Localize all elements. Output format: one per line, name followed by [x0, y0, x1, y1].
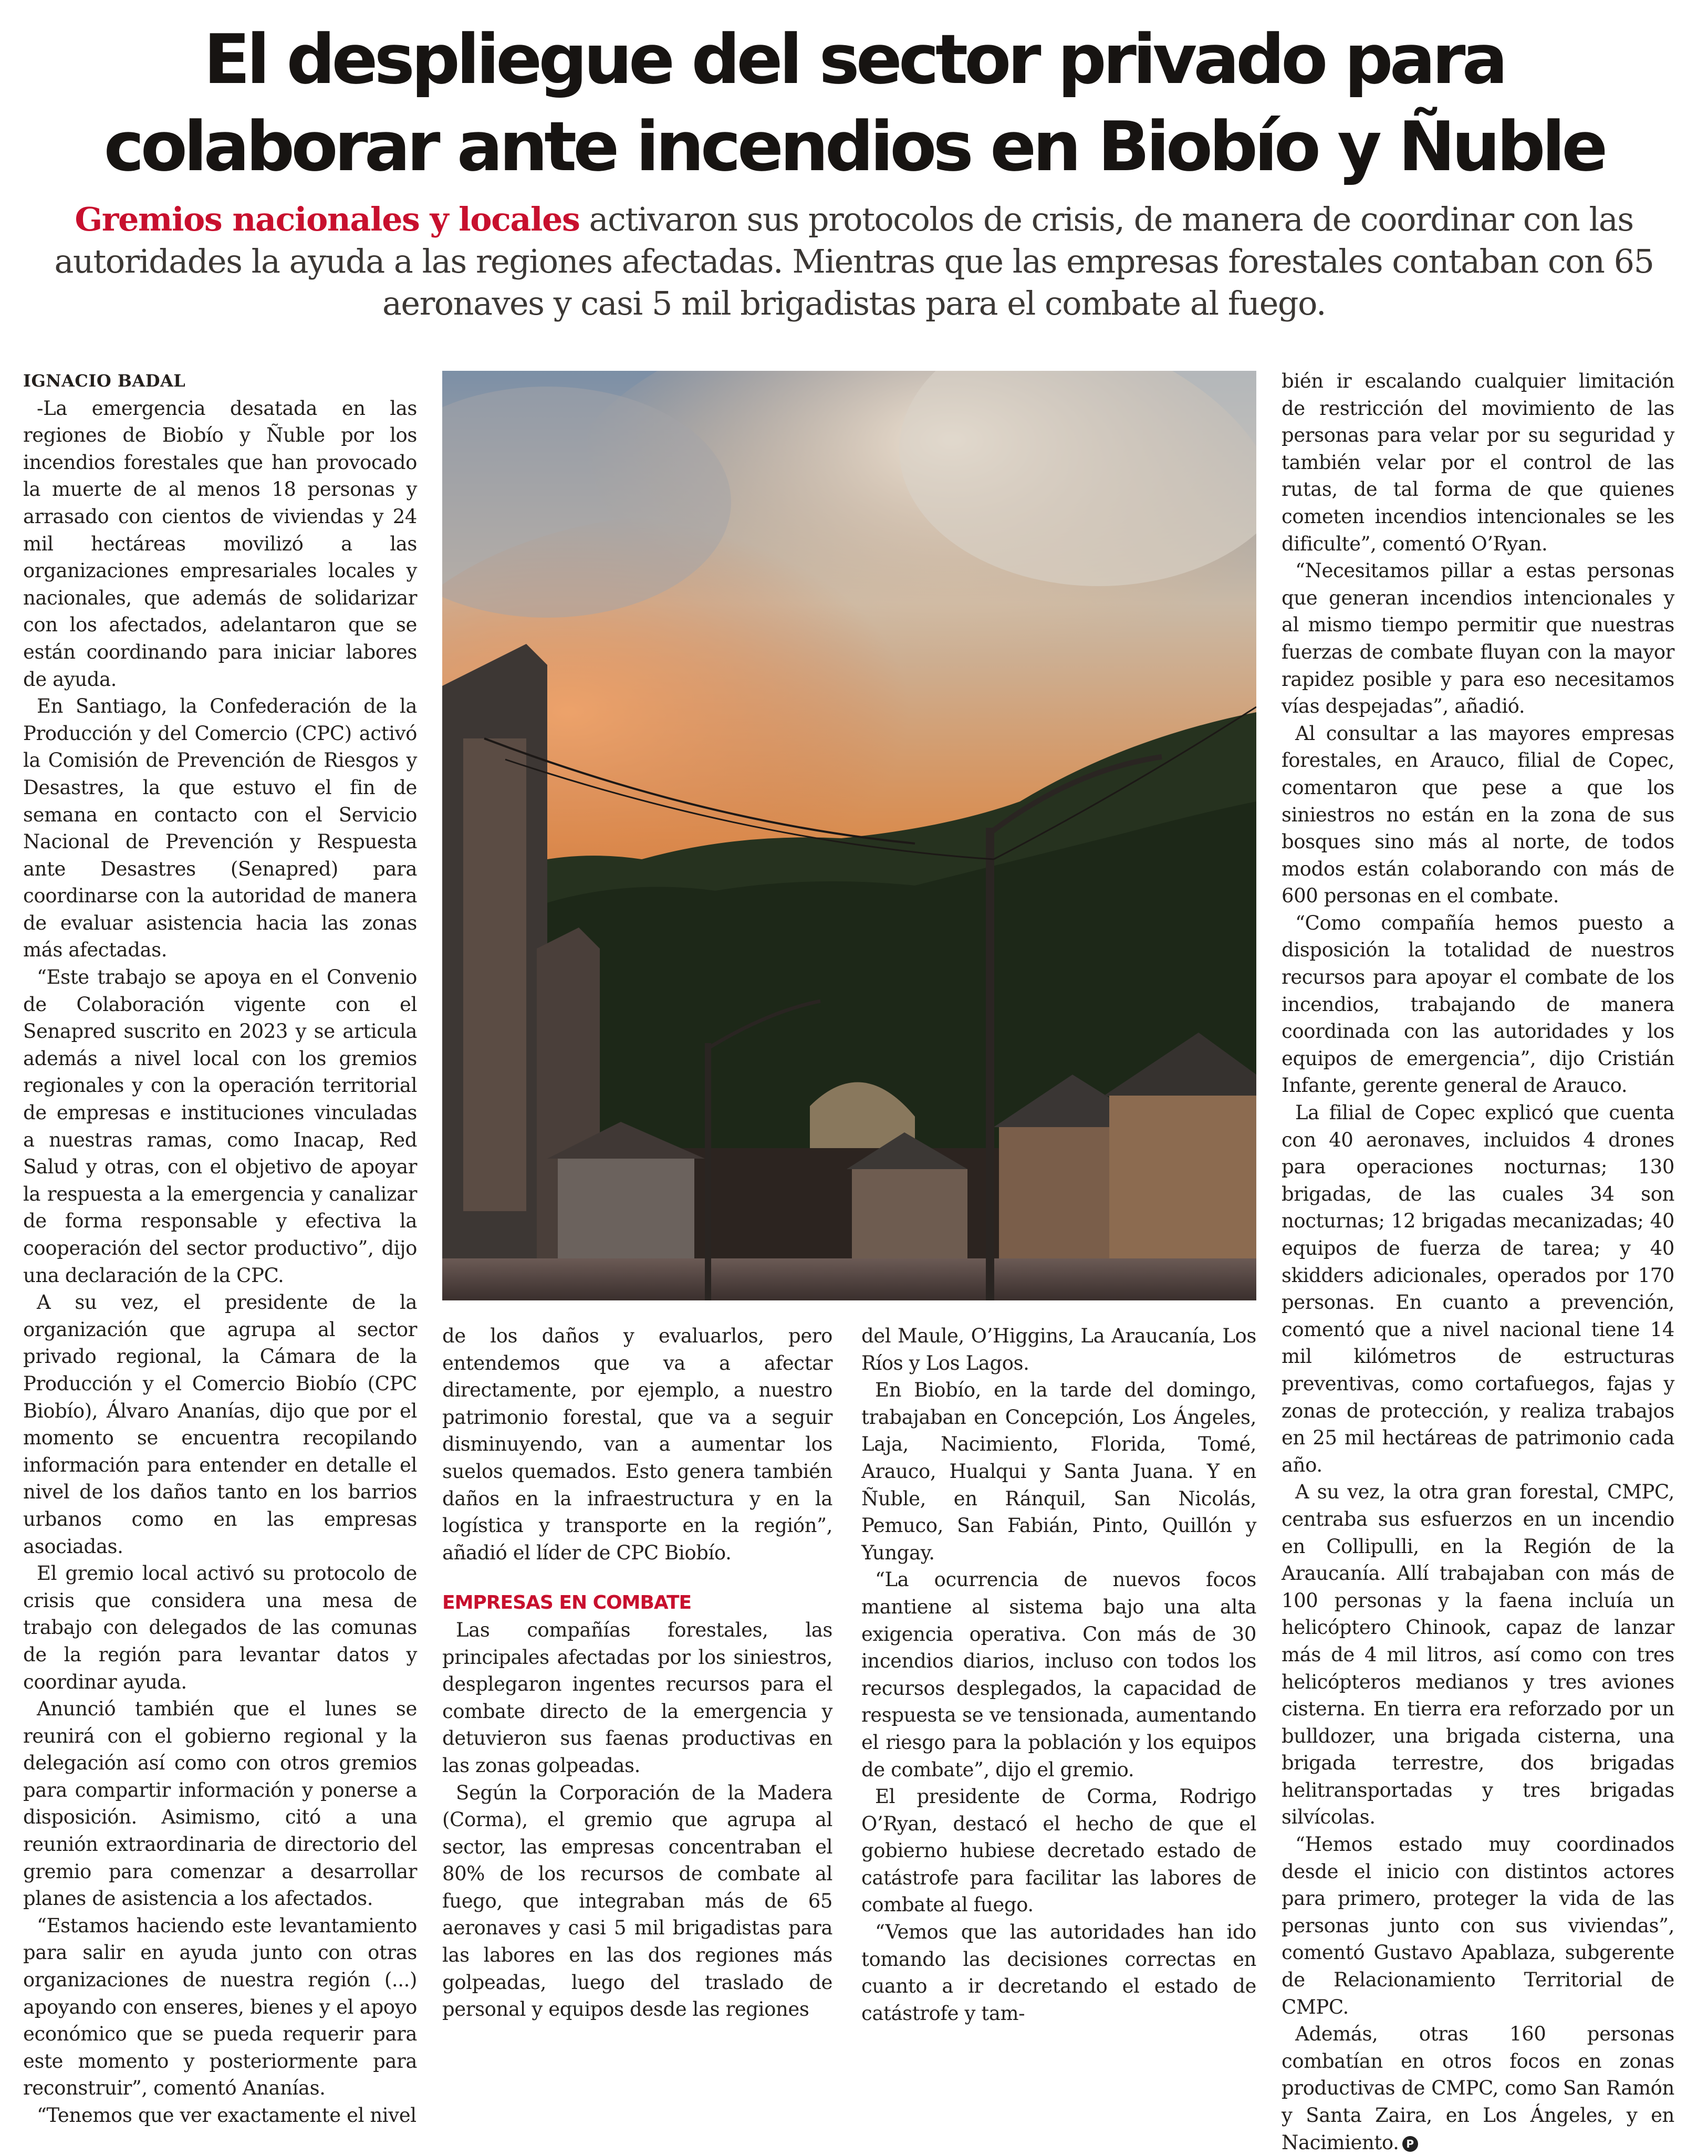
paragraph: “Hemos estado muy coordinados desde el inicio con distintos actores para primero, proteger la vida de las personas junto con sus viviendas”, comentó Gustavo Apablaza, subgerente de Relacionamiento Territorial de CMPC.	[1282, 1833, 1674, 2018]
paragraph: La filial de Copec explicó que cuenta con 40 aeronaves, incluidos 4 drones para operaciones nocturnas; 130 brigadas, de las cuales 34 son nocturnas; 12 brigadas mecanizadas; 40 equipos de fuerza de tarea; y 40 skidders adicionales, operados por 170 personas. En cuanto a prevención, comentó que a nivel nacional tiene 14 mil kilómetros de estructuras preventivas, como cortafuegos, fajas y zonas de protección, y realiza trabajos en 25 mil hectáreas de patrimonio cada año.	[1282, 1101, 1674, 1476]
paragraph: “Tenemos que ver exactamente el nivel	[37, 2104, 416, 2127]
end-mark-icon: P	[1402, 2136, 1418, 2152]
section-subhead: EMPRESAS EN COMBATE	[442, 1592, 692, 1614]
column-1	[23, 368, 417, 2129]
paragraph: Según la Corporación de la Madera (Corma), el gremio que agrupa al sector, las empresas concentraban el 80% de los recursos de combate al fuego, que integraban más de 65 aeronaves y casi 5 mil brigadistas para las labores en las dos regiones más golpeadas, luego del traslado de personal y equipos desde las regiones	[442, 1781, 832, 2021]
paragraph: El presidente de Corma, Rodrigo O’Ryan, destacó el hecho de que el gobierno hubiese decretado estado de catástrofe para facilitar las labores de combate al fuego.	[861, 1785, 1256, 1917]
paragraph: Las compañías forestales, las principales afectadas por los siniestros, desplegaron ingentes recursos para el combate directo de la emergencia y detuvieron sus faenas productivas en las zonas golpeadas.	[442, 1618, 832, 1777]
paragraph: A su vez, el presidente de la organización que agrupa al sector privado regional, la Cámara de la Producción y el Comercio Biobío (CPC Biobío), Álvaro Ananías, dijo que por el momento se encuentra recopilando información para entender en detalle el nivel de los daños tanto en los barrios urbanos como en las empresas asociadas.	[23, 1291, 417, 1558]
paragraph: -La emergencia desatada en las regiones de Biobío y Ñuble por los incendios forestales que han provocado la muerte de al menos 18 personas y arrasado con cientos de viviendas y 24 mil hectáreas movilizó a las organizaciones empresariales locales y nacionales, que además de solidarizar con los afectados, adelantaron que se están coordinando para iniciar labores de ayuda.	[23, 397, 417, 691]
paragraph: bién ir escalando cualquier limitación de restricción del movimiento de las personas para velar por su seguridad y también velar por el control de las rutas, de tal forma de que quienes cometen incendios intencionales se les dificulte”, comentó O’Ryan.	[1282, 370, 1674, 555]
paragraph: El gremio local activó su protocolo de crisis que considera una mesa de trabajo con delegados de las comunas de la región para levantar datos y coordinar ayuda.	[23, 1562, 417, 1693]
paragraph: En Biobío, en la tarde del domingo, trabajaban en Concepción, Los Ángeles, Laja, Nacimiento, Florida, Tomé, Arauco, Hualqui y Santa Juana. Y en Ñuble, en Ránquil, San Nicolás, Pemuco, San Fabián, Pinto, Quillón y Yungay.	[861, 1379, 1256, 1564]
paragraph: “Necesitamos pillar a estas personas que generan incendios intencionales y al mismo tiempo permitir que nuestras fuerzas de combate fluyan con la mayor rapidez posible y para eso necesitamos vías despejadas”, añadió.	[1282, 559, 1674, 718]
final-paragraph-text: Además, otras 160 personas combatían en otros focos en zonas productivas de CMPC, como San Ramón y Santa Zaira, en Los Ángeles, y en Nacimiento.	[1282, 2023, 1674, 2154]
paragraph: de los daños y evaluarlos, pero entendemos que va a afectar directamente, por ejemplo, a nuestro patrimonio forestal, que va a seguir disminuyendo, van a aumentar los suelos quemados. Esto genera también daños en la infraestructura y en la logística y transporte en la región”, añadió el líder de CPC Biobío.	[442, 1325, 832, 1564]
paragraph: del Maule, O’Higgins, La Araucanía, Los Ríos y Los Lagos.	[861, 1325, 1256, 1374]
paragraph: “Este trabajo se apoya en el Convenio de Colaboración vigente con el Senapred suscrito en 2023 y se articula además a nivel local con los gremios regionales y con la operación territorial de empresas e instituciones vinculadas a nuestras ramas, como Inacap, Red Salud y otras, con el objetivo de apoyar la respuesta a la emergencia y canalizar de forma responsable y efectiva la cooperación del sector productivo”, dijo una declaración de la CPC.	[23, 966, 417, 1287]
deck	[21, 199, 1687, 325]
paragraph: “Como compañía hemos puesto a disposición la totalidad de nuestros recursos para apoyar el combate de los incendios, trabajando de manera coordinada con las autoridades y los equipos de emergencia”, dijo Cristián Infante, gerente general de Arauco.	[1282, 911, 1674, 1097]
paragraph: “Vemos que las autoridades han ido tomando las decisiones correctas en cuanto a ir decretando el estado de catástrofe y tam-	[861, 1921, 1256, 2025]
column-2	[442, 1322, 832, 2023]
paragraph: “Estamos haciendo este levantamiento para salir en ayuda junto con otras organizaciones de nuestra región (...) apoyando con enseres, bienes y el apoyo económico que se pueda requerir para este momento y posteriormente para reconstruir”, comentó Ananías.	[23, 1914, 417, 2100]
byline: IGNACIO BADAL	[23, 371, 186, 391]
column-4	[1282, 368, 1674, 2156]
paragraph	[1282, 2020, 1674, 2156]
deck-text: activaron sus protocolos de crisis, de manera de coordinar con las autoridades la ayuda a las regiones afectadas. Mientras que las empresas forestales contaban con 65 aeronaves y casi 5 mil brigadistas para el combate al fuego.	[54, 200, 1654, 322]
deck-accent: Gremios nacionales y locales	[75, 200, 580, 238]
paragraph: A su vez, la otra gran forestal, CMPC, centraba sus esfuerzos en un incendio en Collipulli, en la Región de la Araucanía. Allí trabajaban con más de 100 personas y la faena incluía un helicóptero Chinook, capaz de lanzar más de 4 mil litros, así como con tres helicópteros medianos y tres aviones cisterna. En tierra era reforzado por un bulldozer, una brigada cisterna, una brigada terrestre, dos brigadas helitransportadas y tres brigadas silvícolas.	[1282, 1481, 1674, 1829]
headline: El despliegue del sector privado para colaborar ante incendios en Biobío y Ñuble	[103, 19, 1605, 186]
wildfire-photo	[442, 371, 1256, 1300]
column-3	[861, 1322, 1256, 2027]
paragraph: Anunció también que el lunes se reunirá con el gobierno regional y la delegación así como con otros gremios para compartir información y ponerse a disposición. Asimismo, citó a una reunión extraordinaria de directorio del gremio para comenzar a desarrollar planes de asistencia a los afectados.	[23, 1697, 417, 1910]
paragraph: En Santiago, la Confederación de la Producción y del Comercio (CPC) activó la Comisión de Prevención de Riesgos y Desastres, la que estuvo el fin de semana en contacto con el Servicio Nacional de Prevención y Respuesta ante Desastres (Senapred) para coordinarse con la autoridad de manera de evaluar asistencia hacia las zonas más afectadas.	[23, 695, 417, 962]
paragraph: “La ocurrencia de nuevos focos mantiene al sistema bajo una alta exigencia operativa. Con más de 30 incendios diarios, incluso con todos los recursos desplegados, la capacidad de respuesta se ve tensionada, aumentando el riesgo para la población y los equipos de combate”, dijo el gremio.	[861, 1568, 1256, 1781]
paragraph: Al consultar a las mayores empresas forestales, en Arauco, filial de Copec, comentaron que pese a que los siniestros no están en la zona de sus bosques sino más al norte, de todos modos están colaborando con más de 600 personas en el combate.	[1282, 722, 1674, 908]
